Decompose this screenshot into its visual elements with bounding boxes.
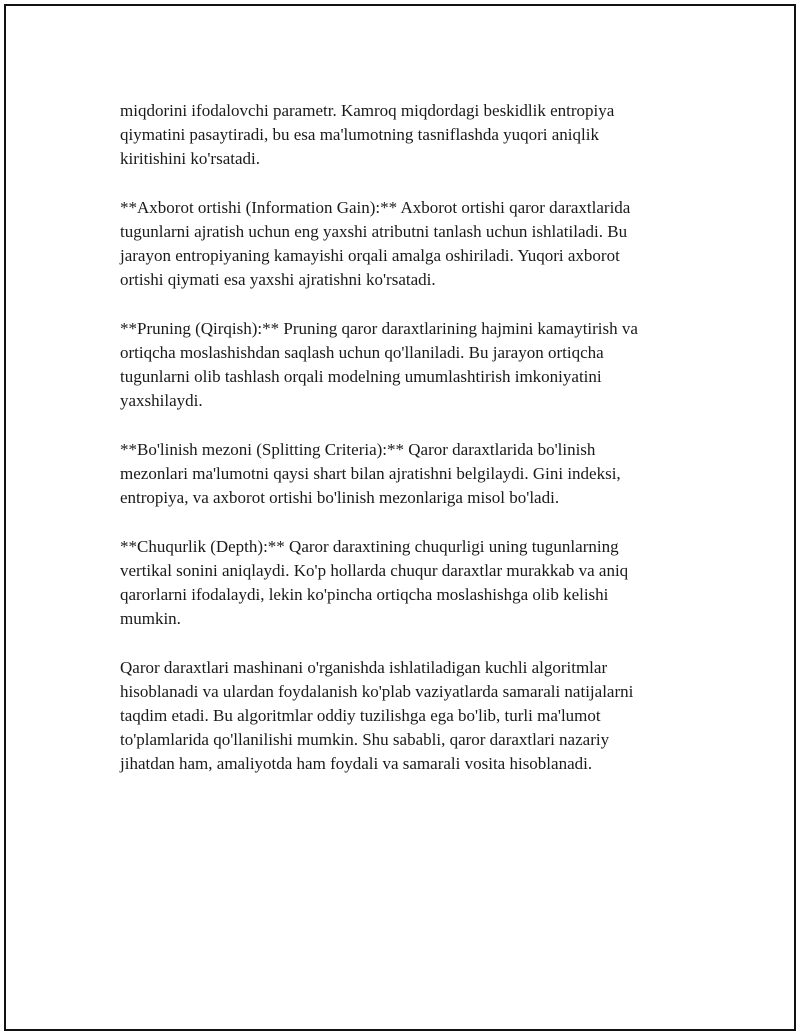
paragraph-depth <box>120 535 700 632</box>
paragraph-splitting-criteria <box>120 438 700 511</box>
text-line: qarorlarni ifodalaydi, lekin ko'pincha ortiqcha moslashishga olib kelishi <box>120 585 609 604</box>
text-line: vertikal sonini aniqlaydi. Ko'p hollarda chuqur daraxtlar murakkab va aniq <box>120 560 629 580</box>
text-line: entropiya, va axborot ortishi bo'linish mezonlariga misol bo'ladi. <box>120 488 560 508</box>
text-line: ortishi qiymati esa yaxshi ajratishni ko'rsatadi. <box>120 270 436 290</box>
text-line: jihatdan ham, amaliyotda ham foydali va samarali vosita hisoblanadi. <box>120 754 593 774</box>
text-line: Qaror daraxtlari mashinani o'rganishda ishlatiladigan kuchli algoritmlar <box>120 657 608 677</box>
text-line: jarayon entropiyaning kamayishi orqali amalga oshiriladi. Yuqori axborot <box>120 246 620 266</box>
text-line: **Chuqurlik (Depth):** Qaror daraxtining chuqurligi uning tugunlarning <box>120 536 619 556</box>
text-line: kiritishini ko'rsatadi. <box>120 149 260 169</box>
text-line: **Bo'linish mezoni (Splitting Criteria):** Qaror daraxtlarida bo'linish <box>120 439 596 459</box>
text-line: miqdorini ifodalovchi parametr. Kamroq miqdordagi beskidlik entropiya <box>120 101 615 120</box>
text-line: tugunlarni olib tashlash orqali modelning umumlashtirish imkoniyatini <box>120 367 602 387</box>
text-line: taqdim etadi. Bu algoritmlar oddiy tuzilishga ega bo'lib, turli ma'lumot <box>120 706 601 725</box>
text-line: hisoblanadi va ulardan foydalanish ko'plab vaziyatlarda samarali natijalarni <box>120 681 634 701</box>
text-line: tugunlarni ajratish uchun eng yaxshi atributni tanlash uchun ishlatiladi. Bu <box>120 222 628 241</box>
page-frame <box>4 4 796 1031</box>
text-line: mezonlari ma'lumotni qaysi shart bilan ajratishni belgilaydi. Gini indeksi, <box>120 464 621 483</box>
paragraph-entropy-continuation <box>120 99 700 172</box>
text-line: ortiqcha moslashishdan saqlash uchun qo'llaniladi. Bu jarayon ortiqcha <box>120 343 604 362</box>
text-line: **Pruning (Qirqish):** Pruning qaror daraxtlarining hajmini kamaytirish va <box>120 318 638 338</box>
paragraph-information-gain <box>120 196 700 293</box>
paragraph-pruning <box>120 317 700 414</box>
text-line: qiymatini pasaytiradi, bu esa ma'lumotning tasniflashda yuqori aniqlik <box>120 125 599 145</box>
text-line: mumkin. <box>120 609 181 629</box>
text-line: to'plamlarida qo'llanilishi mumkin. Shu sababli, qaror daraxtlari nazariy <box>120 730 610 750</box>
text-line: **Axborot ortishi (Information Gain):** Axborot ortishi qaror daraxtlarida <box>120 197 631 217</box>
page-content <box>120 99 700 801</box>
paragraph-conclusion <box>120 656 700 777</box>
text-line: yaxshilaydi. <box>120 391 203 411</box>
